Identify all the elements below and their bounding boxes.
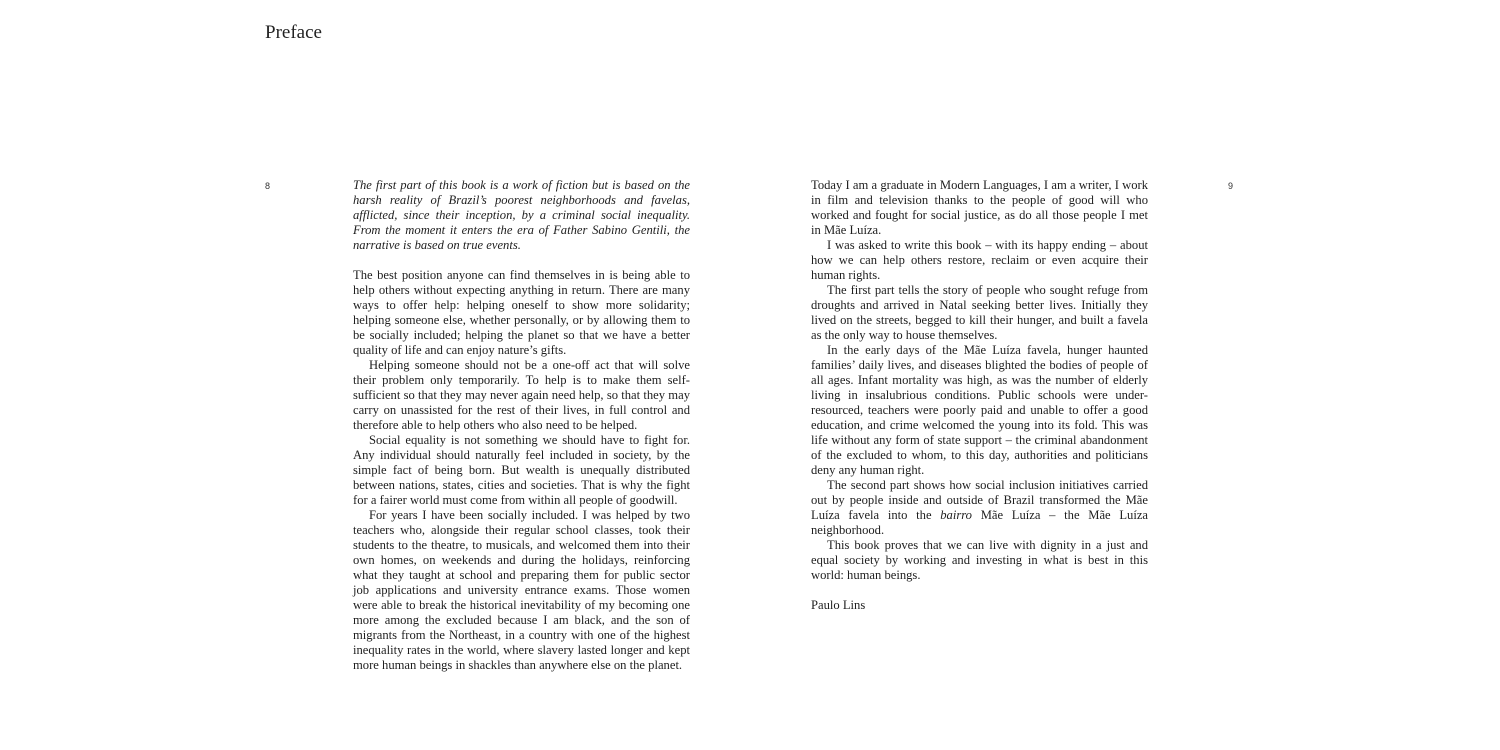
page-number-right: 9 <box>1228 181 1234 191</box>
page-number-left: 8 <box>265 181 271 191</box>
paragraph: Today I am a graduate in Modern Languages, I am a writer, I work in film and television thanks to the people of good will who worked and fought for social justice, as do all those people I met in Mãe Luíza. <box>811 178 1148 237</box>
right-page-text <box>811 178 1148 613</box>
paragraph: I was asked to write this book – with its happy ending – about how we can help others restore, reclaim or even acquire their human rights. <box>811 238 1148 282</box>
section-title: Preface <box>265 22 322 43</box>
paragraph-second-part <box>811 478 1148 538</box>
text-run: The second part shows how social inclusion initiatives carried out by people inside and outside of Brazil transformed the Mãe Luíza favela into the <box>811 478 1148 522</box>
left-page-text <box>353 178 690 673</box>
paragraph: Social equality is not something we should have to fight for. Any individual should naturally feel included in society, by the simple fact of being born. But wealth is unequally distributed between nations, states, cities and societies. That is why the fight for a fairer world must come from within all people of goodwill. <box>353 433 690 507</box>
paragraph: For years I have been socially included. I was helped by two teachers who, alongside their regular school classes, took their students to the theatre, to musicals, and welcomed them into their own homes, on weekends and during the holidays, reinforcing what they taught at school and preparing them for public sector job applications and university entrance exams. Those women were able to break the historical inevitability of my becoming one more among the excluded because I am black, and the son of migrants from the Northeast, in a country with one of the highest inequality rates in the world, where slavery lasted longer and kept more human beings in shackles than anywhere else on the planet. <box>353 508 690 672</box>
text-run: Mãe Luíza – the Mãe Luíza neighborhood. <box>811 508 1149 537</box>
paragraph: In the early days of the Mãe Luíza favela, hunger haunted families’ daily lives, and diseases blighted the bodies of people of all ages. Infant mortality was high, as was the number of elderly living in insalubrious conditions. Public schools were under-resourced, teachers were poorly paid and unable to offer a good education, and crime welcomed the young into its fold. This was life without any form of state support – the criminal abandonment of the excluded to whom, to this day, authorities and politicians deny any human right. <box>811 343 1148 477</box>
emphasis-bairro: bairro <box>940 508 972 522</box>
author-signature: Paulo Lins <box>811 598 866 612</box>
epigraph: The first part of this book is a work of fiction but is based on the harsh reality of Brazil’s poorest neighborhoods and favelas, afflicted, since their inception, by a criminal social inequality. From the moment it enters the era of Father Sabino Gentili, the narrative is based on true events. <box>353 178 690 252</box>
paragraph: This book proves that we can live with dignity in a just and equal society by working and investing in what is best in this world: human beings. <box>811 538 1148 582</box>
paragraph: The best position anyone can find themselves in is being able to help others without expecting anything in return. There are many ways to offer help: helping oneself to show more solidarity; helping someone else, whether personally, or by allowing them to be socially included; helping the planet so that we have a better quality of life and can enjoy nature’s gifts. <box>353 268 690 357</box>
paragraph: Helping someone should not be a one-off act that will solve their problem only temporarily. To help is to make them self-sufficient so that they may never again need help, so that they may carry on unassisted for the rest of their lives, in full control and therefore able to help others who also need to be helped. <box>353 358 690 432</box>
paragraph: The first part tells the story of people who sought refuge from droughts and arrived in Natal seeking better lives. Initially they lived on the streets, begged to kill their hunger, and built a favela as the only way to house themselves. <box>811 283 1148 342</box>
